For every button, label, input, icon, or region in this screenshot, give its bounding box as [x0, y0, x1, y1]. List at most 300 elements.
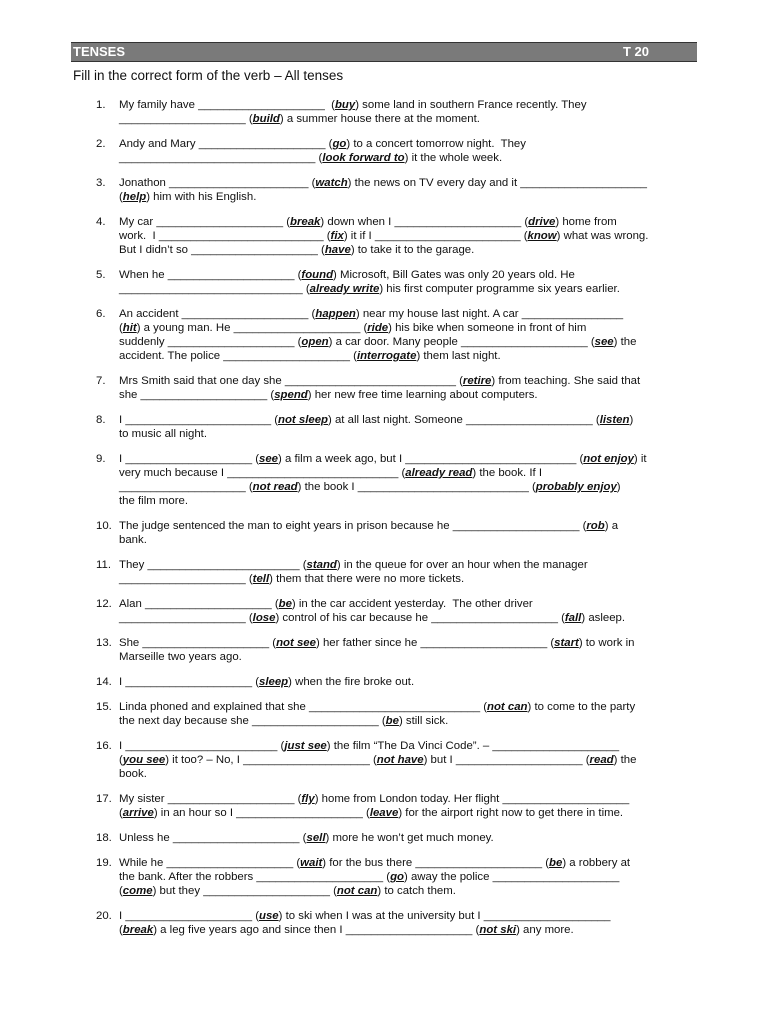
verb-prompt: lose	[252, 612, 276, 624]
text-segment: ) the	[613, 336, 637, 348]
item-number	[73, 806, 119, 820]
exercise-text	[119, 792, 699, 806]
text-segment: ) for the bus there ____________________ (	[322, 857, 550, 869]
text-segment: to music all night.	[119, 428, 207, 440]
exercise-line	[73, 388, 699, 402]
item-number	[73, 650, 119, 664]
exercise-line	[73, 243, 699, 257]
exercise-text	[119, 884, 699, 898]
verb-prompt: happen	[315, 308, 356, 320]
text-segment: book.	[119, 768, 147, 780]
verb-prompt: open	[301, 336, 329, 348]
exercise-line	[73, 268, 699, 282]
item-number: 11.	[96, 559, 111, 571]
exercise-line	[73, 558, 699, 572]
exercise-text	[119, 675, 699, 689]
text-segment: ) a robbery at	[562, 857, 631, 869]
exercise-text	[119, 611, 699, 625]
exercise-text	[119, 137, 699, 151]
text-segment: ) more he won’t get much money.	[325, 832, 494, 844]
text-segment: ) the	[613, 754, 637, 766]
text-segment: An accident ____________________ (	[119, 308, 316, 320]
text-segment: ) when the fire broke out.	[288, 676, 415, 688]
verb-prompt: see	[594, 336, 614, 348]
text-segment: She ____________________ (	[119, 637, 277, 649]
item-number	[73, 335, 119, 349]
text-segment: I ____________________ (	[119, 453, 259, 465]
item-spacer	[73, 728, 699, 739]
text-segment: While he ____________________ (	[119, 857, 301, 869]
item-number: 17.	[96, 793, 112, 805]
text-segment: They ________________________ (	[119, 559, 307, 571]
verb-prompt: not ski	[479, 924, 517, 936]
item-number	[73, 480, 119, 494]
item-number: 16.	[96, 740, 112, 752]
exercise-text	[119, 714, 699, 728]
text-segment: ) to work in	[578, 637, 635, 649]
text-segment: ) a leg five years ago and since then I ____________________ (	[153, 924, 480, 936]
exercise-line	[73, 533, 699, 547]
verb-prompt: help	[122, 191, 147, 203]
item-number	[73, 282, 119, 296]
verb-prompt: found	[301, 269, 334, 281]
exercise-text	[119, 494, 699, 508]
text-segment: ) to come to the party	[527, 701, 636, 713]
exercise-line	[73, 856, 699, 870]
exercise-text	[119, 112, 699, 126]
verb-prompt: not have	[376, 754, 424, 766]
text-segment: _____________________________ (	[119, 283, 310, 295]
item-spacer	[73, 126, 699, 137]
exercise-text	[119, 215, 699, 229]
text-segment: ) what was wrong.	[556, 230, 649, 242]
verb-prompt: see	[259, 453, 279, 465]
text-segment: ) to a concert tomorrow night. They	[346, 138, 526, 150]
text-segment: ) his bike when someone in front of him	[388, 322, 587, 334]
exercise-line	[73, 831, 699, 845]
verb-prompt: already read	[405, 467, 473, 479]
text-segment: Marseille two years ago.	[119, 651, 242, 663]
verb-prompt: drive	[528, 216, 556, 228]
item-spacer	[73, 402, 699, 413]
text-segment: ) home from London today. Her flight ____________________	[314, 793, 630, 805]
text-segment: ) a film a week ago, but I ___________________________ (	[278, 453, 584, 465]
verb-prompt: just see	[284, 740, 327, 752]
exercise-text	[119, 558, 699, 572]
item-number	[73, 572, 119, 586]
exercise-text	[119, 413, 699, 427]
text-segment: ) but they ____________________ (	[152, 885, 337, 897]
verb-prompt: read	[589, 754, 614, 766]
item-number	[73, 753, 119, 767]
exercise-line	[73, 739, 699, 753]
verb-prompt: you see	[122, 754, 166, 766]
text-segment: _______________________________ (	[119, 152, 323, 164]
text-segment: ____________________ (	[119, 113, 253, 125]
exercise-text	[119, 650, 699, 664]
verb-prompt: listen	[599, 414, 630, 426]
exercise-text	[119, 909, 699, 923]
exercise-line	[73, 923, 699, 937]
item-number: 7.	[96, 375, 106, 387]
text-segment: ____________________ (	[119, 481, 253, 493]
exercise-text	[119, 374, 699, 388]
text-segment: ) to catch them.	[377, 885, 456, 897]
exercise-text	[119, 831, 699, 845]
text-segment: I _______________________ (	[119, 414, 278, 426]
text-segment: ) any more.	[516, 924, 574, 936]
verb-prompt: probably enjoy	[535, 481, 617, 493]
verb-prompt: start	[554, 637, 579, 649]
item-number: 19.	[96, 857, 112, 869]
text-segment: very much because I ___________________________ (	[119, 467, 406, 479]
text-segment: )	[629, 414, 634, 426]
text-segment: (	[119, 807, 123, 819]
item-number: 4.	[96, 216, 106, 228]
exercise-line	[73, 909, 699, 923]
exercise-line	[73, 494, 699, 508]
exercise-text	[119, 176, 699, 190]
text-segment: ) for the airport right now to get there in time.	[398, 807, 624, 819]
item-number	[73, 494, 119, 508]
item-number: 3.	[96, 177, 106, 189]
item-spacer	[73, 363, 699, 374]
verb-prompt: not can	[336, 885, 378, 897]
text-segment: ) her new free time learning about computers.	[307, 389, 538, 401]
text-segment: ) asleep.	[581, 612, 626, 624]
item-number	[73, 466, 119, 480]
verb-prompt: know	[527, 230, 557, 242]
text-segment: ) home from	[555, 216, 617, 228]
text-segment: I ________________________ (	[119, 740, 285, 752]
exercise-text	[119, 243, 699, 257]
exercise-line	[73, 98, 699, 112]
item-number: 8.	[96, 414, 106, 426]
verb-prompt: buy	[334, 99, 356, 111]
text-segment: Alan ____________________ (	[119, 598, 279, 610]
verb-prompt: already write	[309, 283, 380, 295]
verb-prompt: look forward to	[322, 152, 405, 164]
exercise-text	[119, 427, 699, 441]
text-segment: ) the book. If I	[472, 467, 543, 479]
text-segment: the next day because she ____________________ (	[119, 715, 386, 727]
exercise-code: T 20	[623, 44, 650, 59]
text-segment: Jonathon ______________________ (	[119, 177, 316, 189]
exercise-text	[119, 923, 699, 937]
verb-prompt: arrive	[122, 807, 154, 819]
text-segment: ) away the police ____________________	[403, 871, 620, 883]
item-spacer	[73, 845, 699, 856]
text-segment: My family have ____________________ (	[119, 99, 335, 111]
exercise-text	[119, 98, 699, 112]
exercise-text	[119, 597, 699, 611]
verb-prompt: fall	[564, 612, 582, 624]
exercise-line	[73, 151, 699, 165]
item-number	[73, 884, 119, 898]
exercise-text	[119, 572, 699, 586]
exercise-line	[73, 176, 699, 190]
item-number	[73, 151, 119, 165]
exercise-line	[73, 597, 699, 611]
text-segment: ) in the queue for over an hour when the manager	[336, 559, 588, 571]
text-segment: ) near my house last night. A car ________________	[355, 308, 624, 320]
exercise-text	[119, 321, 699, 335]
text-segment: ) Microsoft, Bill Gates was only 20 years old. He	[333, 269, 575, 281]
exercise-line	[73, 480, 699, 494]
exercise-text	[119, 388, 699, 402]
exercise-line	[73, 611, 699, 625]
item-spacer	[73, 586, 699, 597]
text-segment: ) his first computer programme six years earlier.	[379, 283, 620, 295]
item-number	[73, 870, 119, 884]
exercise-text	[119, 700, 699, 714]
verb-prompt: sleep	[259, 676, 289, 688]
exercise-line	[73, 307, 699, 321]
exercise-text	[119, 452, 699, 466]
text-segment: ) the film “The Da Vinci Code”. – ____________________	[326, 740, 620, 752]
verb-prompt: come	[122, 885, 153, 897]
exercise-line	[73, 112, 699, 126]
item-spacer	[73, 441, 699, 452]
item-spacer	[73, 257, 699, 268]
text-segment: work. I __________________________ (	[119, 230, 331, 242]
item-number: 13.	[96, 637, 112, 649]
item-spacer	[73, 547, 699, 558]
item-spacer	[73, 781, 699, 792]
text-segment: ) it	[633, 453, 647, 465]
verb-prompt: break	[122, 924, 154, 936]
exercise-line	[73, 349, 699, 363]
item-number	[73, 190, 119, 204]
text-segment: suddenly ____________________ (	[119, 336, 302, 348]
exercise-text	[119, 480, 699, 494]
text-segment: Unless he ____________________ (	[119, 832, 307, 844]
item-number: 10.	[96, 520, 112, 532]
text-segment: ) at all last night. Someone ____________________ (	[328, 414, 600, 426]
text-segment: ) him with his English.	[146, 191, 257, 203]
exercise-line	[73, 636, 699, 650]
text-segment: ) her father since he ____________________ (	[315, 637, 555, 649]
item-number	[73, 533, 119, 547]
text-segment: (	[119, 754, 123, 766]
exercise-text	[119, 519, 699, 533]
exercise-text	[119, 335, 699, 349]
text-segment: she ____________________ (	[119, 389, 275, 401]
item-number: 14.	[96, 676, 112, 688]
text-segment: )	[616, 481, 621, 493]
exercise-line	[73, 884, 699, 898]
exercise-text	[119, 870, 699, 884]
item-spacer	[73, 296, 699, 307]
item-spacer	[73, 625, 699, 636]
item-spacer	[73, 820, 699, 831]
text-segment: ) a car door. Many people ____________________ (	[328, 336, 595, 348]
text-segment: ) control of his car because he ____________________ (	[275, 612, 565, 624]
exercise-text	[119, 739, 699, 753]
text-segment: But I didn’t so ____________________ (	[119, 244, 325, 256]
exercise-line	[73, 675, 699, 689]
verb-prompt: spend	[274, 389, 308, 401]
item-number	[73, 767, 119, 781]
text-segment: I ____________________ (	[119, 676, 259, 688]
verb-prompt: interrogate	[356, 350, 417, 362]
text-segment: ____________________ (	[119, 612, 253, 624]
verb-prompt: go	[390, 871, 404, 883]
item-number	[73, 349, 119, 363]
exercise-line	[73, 282, 699, 296]
verb-prompt: not can	[487, 701, 528, 713]
text-segment: ) still sick.	[398, 715, 449, 727]
exercise-line	[73, 427, 699, 441]
verb-prompt: not sleep	[278, 414, 329, 426]
exercise-line	[73, 229, 699, 243]
text-segment: ) to take it to the garage.	[350, 244, 475, 256]
verb-prompt: retire	[462, 375, 492, 387]
verb-prompt: go	[332, 138, 347, 150]
item-number: 18.	[96, 832, 112, 844]
item-number: 5.	[96, 269, 106, 281]
item-spacer	[73, 165, 699, 176]
exercise-text	[119, 349, 699, 363]
exercise-line	[73, 374, 699, 388]
item-spacer	[73, 689, 699, 700]
exercise-text	[119, 636, 699, 650]
item-number	[73, 714, 119, 728]
text-segment: My sister ____________________ (	[119, 793, 302, 805]
verb-prompt: hit	[122, 322, 137, 334]
text-segment: ) it if I _______________________ (	[343, 230, 528, 242]
item-number	[73, 321, 119, 335]
exercise-text	[119, 307, 699, 321]
exercise-text	[119, 533, 699, 547]
exercise-text	[119, 229, 699, 243]
exercise-line	[73, 413, 699, 427]
text-segment: The judge sentenced the man to eight years in prison because he ____________________ (	[119, 520, 587, 532]
text-segment: ) in the car accident yesterday. The other driver	[291, 598, 533, 610]
section-header	[71, 42, 697, 62]
verb-prompt: break	[290, 216, 321, 228]
exercise-text	[119, 190, 699, 204]
verb-prompt: stand	[306, 559, 337, 571]
exercise-line	[73, 190, 699, 204]
item-number: 20.	[96, 910, 112, 922]
item-number	[73, 611, 119, 625]
exercise-text	[119, 151, 699, 165]
section-title: TENSES	[73, 44, 126, 59]
text-segment: the bank. After the robbers ____________________ (	[119, 871, 391, 883]
exercise-text	[119, 806, 699, 820]
exercise-line	[73, 519, 699, 533]
exercise-line	[73, 137, 699, 151]
verb-prompt: tell	[252, 573, 270, 585]
exercise-line	[73, 714, 699, 728]
item-spacer	[73, 664, 699, 675]
exercise-line	[73, 753, 699, 767]
instructions: Fill in the correct form of the verb – All tenses	[73, 68, 344, 83]
text-segment: bank.	[119, 534, 147, 546]
item-number: 9.	[96, 453, 106, 465]
text-segment: ) a summer house there at the moment.	[279, 113, 480, 125]
item-number: 2.	[96, 138, 106, 150]
text-segment: ) the book I ___________________________ (	[297, 481, 536, 493]
verb-prompt: watch	[315, 177, 348, 189]
text-segment: Andy and Mary ____________________ (	[119, 138, 333, 150]
exercise-text	[119, 268, 699, 282]
item-number: 1.	[96, 99, 106, 111]
exercise-line	[73, 572, 699, 586]
text-segment: (	[119, 885, 123, 897]
text-segment: ) the news on TV every day and it ____________________	[347, 177, 647, 189]
exercise-line	[73, 335, 699, 349]
text-segment: ) a young man. He ____________________ (	[136, 322, 368, 334]
text-segment: ) them that there were no more tickets.	[269, 573, 465, 585]
verb-prompt: be	[385, 715, 399, 727]
verb-prompt: be	[549, 857, 563, 869]
verb-prompt: not see	[276, 637, 316, 649]
verb-prompt: fly	[301, 793, 315, 805]
text-segment: (	[119, 191, 123, 203]
verb-prompt: use	[259, 910, 279, 922]
item-number	[73, 112, 119, 126]
text-segment: ) but I ____________________ (	[423, 754, 590, 766]
exercise-line	[73, 215, 699, 229]
item-number: 6.	[96, 308, 106, 320]
verb-prompt: be	[278, 598, 292, 610]
exercise-line	[73, 321, 699, 335]
verb-prompt: have	[324, 244, 351, 256]
text-segment: When he ____________________ (	[119, 269, 302, 281]
exercise-list	[73, 98, 699, 937]
exercise-line	[73, 452, 699, 466]
item-spacer	[73, 204, 699, 215]
item-number: 12.	[96, 598, 112, 610]
verb-prompt: ride	[367, 322, 389, 334]
item-number	[73, 243, 119, 257]
verb-prompt: leave	[369, 807, 399, 819]
verb-prompt: fix	[330, 230, 344, 242]
verb-prompt: not read	[252, 481, 298, 493]
text-segment: ) some land in southern France recently. They	[355, 99, 587, 111]
text-segment: ) in an hour so I ____________________ (	[153, 807, 370, 819]
text-segment: ) down when I ____________________ (	[320, 216, 529, 228]
text-segment: My car ____________________ (	[119, 216, 290, 228]
exercise-line	[73, 466, 699, 480]
verb-prompt: sell	[306, 832, 326, 844]
exercise-line	[73, 650, 699, 664]
text-segment: (	[119, 924, 123, 936]
exercise-text	[119, 767, 699, 781]
text-segment: (	[119, 322, 123, 334]
verb-prompt: not enjoy	[583, 453, 634, 465]
text-segment: the film more.	[119, 495, 188, 507]
text-segment: ) to ski when I was at the university but I ____________________	[278, 910, 611, 922]
text-segment: ) it too? – No, I ____________________ (	[165, 754, 377, 766]
text-segment: ) it the whole week.	[404, 152, 503, 164]
item-number	[73, 427, 119, 441]
exercise-line	[73, 870, 699, 884]
text-segment: ____________________ (	[119, 573, 253, 585]
item-number: 15.	[96, 701, 112, 713]
verb-prompt: build	[252, 113, 280, 125]
item-number	[73, 388, 119, 402]
text-segment: Mrs Smith said that one day she ___________________________ (	[119, 375, 463, 387]
exercise-line	[73, 806, 699, 820]
text-segment: ) a	[604, 520, 619, 532]
text-segment: ) from teaching. She said that	[491, 375, 641, 387]
item-number	[73, 229, 119, 243]
text-segment: I ____________________ (	[119, 910, 259, 922]
exercise-text	[119, 282, 699, 296]
